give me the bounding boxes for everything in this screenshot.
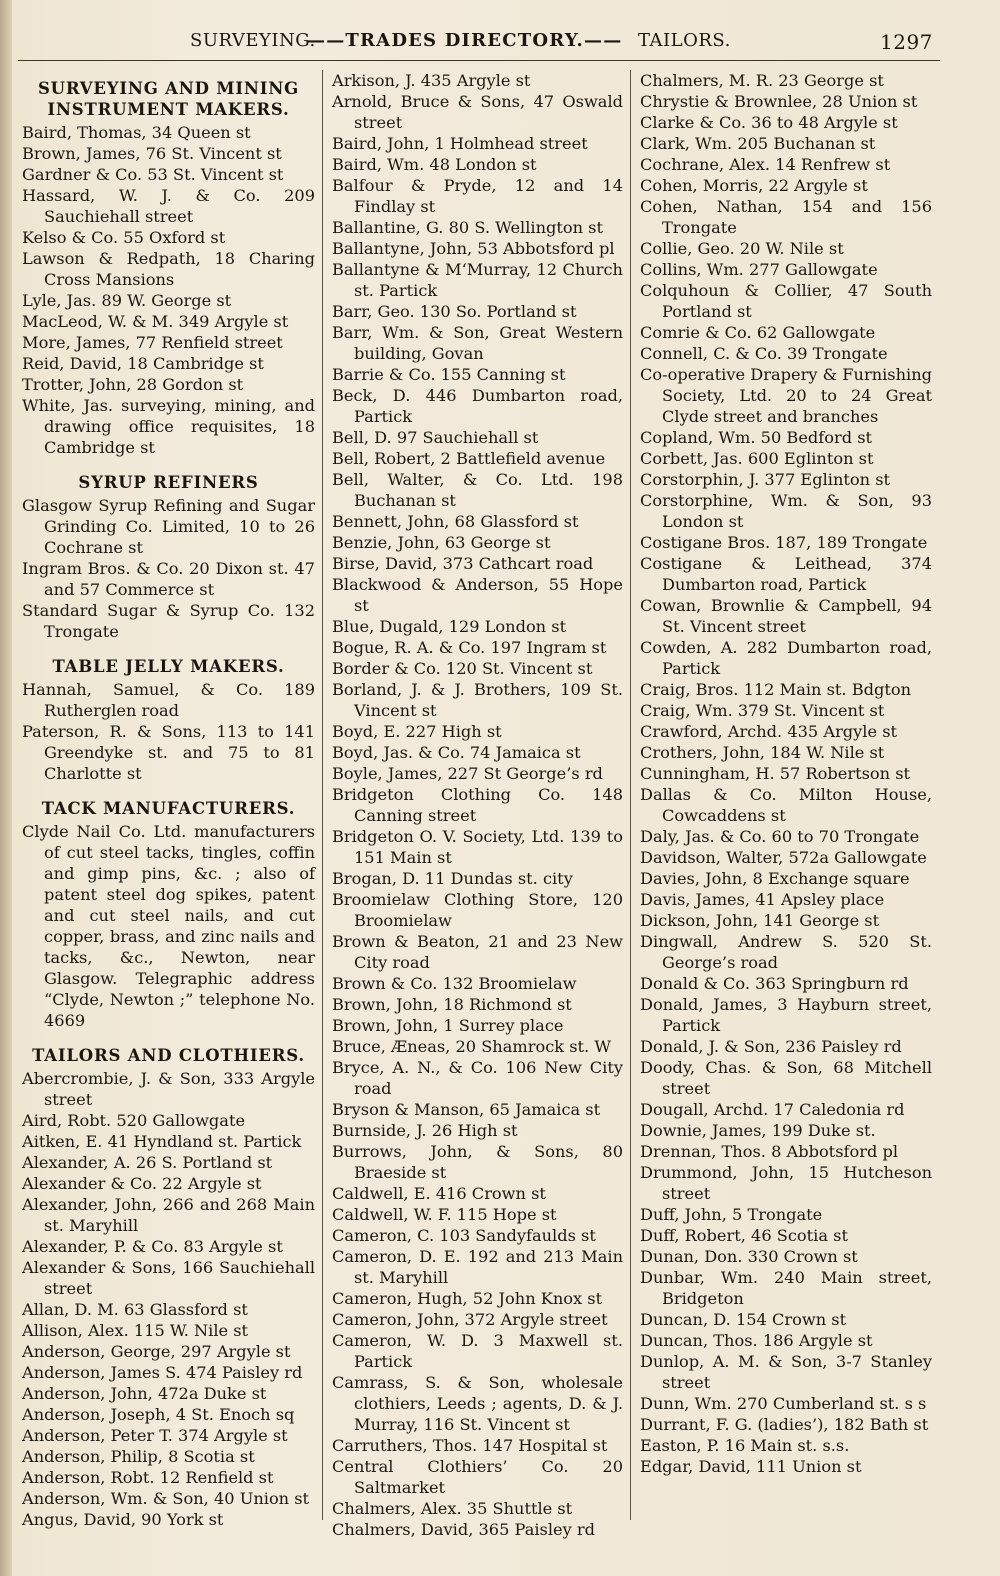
directory-entry: Cameron, C. 103 Sandyfaulds st (332, 1226, 596, 1245)
directory-entry: White, Jas. surveying, mining, and drawing office requisites, 18 Cambridge st (22, 396, 315, 457)
directory-entry: Dunlop, A. M. & Son, 3-7 Stanley street (640, 1352, 932, 1392)
directory-entry: Copland, Wm. 50 Bedford st (640, 428, 873, 447)
directory-entry: Ballantyne, John, 53 Abbotsford pl (332, 239, 615, 258)
directory-entry: Standard Sugar & Syrup Co. 132 Trongate (22, 601, 315, 641)
directory-entry: Anderson, George, 297 Argyle st (22, 1342, 291, 1361)
directory-entry: Bell, Walter, & Co. Ltd. 198 Buchanan st (332, 470, 623, 510)
directory-entry: Alexander, John, 266 and 268 Main st. Maryhill (22, 1195, 315, 1235)
directory-entry: Bogue, R. A. & Co. 197 Ingram st (332, 638, 607, 657)
directory-entry: Cameron, John, 372 Argyle street (332, 1310, 608, 1329)
directory-entry: Duncan, D. 154 Crown st (640, 1310, 847, 1329)
directory-entry: Bryson & Manson, 65 Jamaica st (332, 1100, 601, 1119)
header-rule (18, 60, 940, 61)
section-heading (22, 78, 315, 120)
directory-entry: Davis, James, 41 Apsley place (640, 890, 885, 909)
directory-entry: Bridgeton O. V. Society, Ltd. 139 to 151 Main st (332, 827, 623, 867)
directory-entry: Allan, D. M. 63 Glassford st (22, 1300, 248, 1319)
directory-entry: Chalmers, David, 365 Paisley rd (332, 1520, 595, 1539)
directory-entry: Lawson & Redpath, 18 Charing Cross Mansions (22, 249, 315, 289)
directory-entry: Beck, D. 446 Dumbarton road, Partick (332, 386, 623, 426)
directory-entry: Ballantine, G. 80 S. Wellington st (332, 218, 603, 237)
directory-entry: Downie, James, 199 Duke st. (640, 1121, 876, 1140)
directory-entry: Duff, John, 5 Trongate (640, 1205, 823, 1224)
directory-entry: Abercrombie, J. & Son, 333 Argyle street (22, 1069, 315, 1109)
directory-entry: Durrant, F. G. (ladies’), 182 Bath st (640, 1415, 929, 1434)
directory-entry: Craig, Bros. 112 Main st. Bdgton (640, 680, 911, 699)
directory-entry: Alexander & Sons, 166 Sauchiehall street (22, 1258, 315, 1298)
directory-entry: Arnold, Bruce & Sons, 47 Oswald street (332, 92, 623, 132)
directory-entry: Costigane & Leithead, 374 Dumbarton road, Partick (640, 554, 932, 594)
directory-entry: Brown & Beaton, 21 and 23 New City road (332, 932, 623, 972)
running-head-right: TAILORS. (638, 30, 731, 51)
directory-entry: Angus, David, 90 York st (22, 1510, 224, 1529)
directory-entry: Glasgow Syrup Refining and Sugar Grinding Co. Limited, 10 to 26 Cochrane st (22, 496, 315, 557)
directory-entry: Drennan, Thos. 8 Abbotsford pl (640, 1142, 899, 1161)
directory-entry: Cameron, Hugh, 52 John Knox st (332, 1289, 603, 1308)
directory-entry: Allison, Alex. 115 W. Nile st (22, 1321, 249, 1340)
section-heading-line: TABLE JELLY MAKERS. (52, 657, 285, 676)
directory-entry: Davidson, Walter, 572a Gallowgate (640, 848, 927, 867)
directory-entry: Cowan, Brownlie & Campbell, 94 St. Vincent street (640, 596, 932, 636)
directory-entry: Cunningham, H. 57 Robertson st (640, 764, 911, 783)
directory-entry: Donald & Co. 363 Springburn rd (640, 974, 909, 993)
directory-entry: Caldwell, E. 416 Crown st (332, 1184, 546, 1203)
directory-entry: Camrass, S. & Son, wholesale clothiers, Leeds ; agents, D. & J. Murray, 116 St. Vincent st (332, 1373, 623, 1434)
column-1 (22, 70, 315, 1530)
directory-entry: Comrie & Co. 62 Gallowgate (640, 323, 876, 342)
directory-entry: Boyd, E. 227 High st (332, 722, 502, 741)
directory-entry: Easton, P. 16 Main st. s.s. (640, 1436, 850, 1455)
directory-entry: Arkison, J. 435 Argyle st (332, 71, 531, 90)
column-divider (322, 70, 323, 1520)
directory-entry: Donald, J. & Son, 236 Paisley rd (640, 1037, 902, 1056)
directory-entry: Kelso & Co. 55 Oxford st (22, 228, 226, 247)
directory-entry: Baird, Thomas, 34 Queen st (22, 123, 251, 142)
directory-entry: Crawford, Archd. 435 Argyle st (640, 722, 898, 741)
directory-entry: Craig, Wm. 379 St. Vincent st (640, 701, 885, 720)
directory-entry: Anderson, Peter T. 374 Argyle st (22, 1426, 288, 1445)
directory-entry: Blackwood & Anderson, 55 Hope st (332, 575, 623, 615)
section-heading-line: TACK MANUFACTURERS. (41, 799, 296, 818)
directory-entry: Dickson, John, 141 George st (640, 911, 880, 930)
directory-entry: Boyd, Jas. & Co. 74 Jamaica st (332, 743, 581, 762)
directory-entry: Caldwell, W. F. 115 Hope st (332, 1205, 557, 1224)
directory-entry: Chalmers, M. R. 23 George st (640, 71, 884, 90)
directory-entry: Edgar, David, 111 Union st (640, 1457, 862, 1476)
directory-entry: Boyle, James, 227 St George’s rd (332, 764, 603, 783)
directory-entry: Duncan, Thos. 186 Argyle st (640, 1331, 873, 1350)
directory-entry: Hassard, W. J. & Co. 209 Sauchiehall street (22, 186, 315, 226)
directory-entry: Corstorphin, J. 377 Eglinton st (640, 470, 891, 489)
directory-entry: Anderson, Philip, 8 Scotia st (22, 1447, 255, 1466)
directory-entry: Reid, David, 18 Cambridge st (22, 354, 264, 373)
directory-entry: Aird, Robt. 520 Gallowgate (22, 1111, 246, 1130)
directory-entry: Ingram Bros. & Co. 20 Dixon st. 47 and 57 Commerce st (22, 559, 315, 599)
directory-entry: Baird, John, 1 Holmhead street (332, 134, 588, 153)
directory-entry: MacLeod, W. & M. 349 Argyle st (22, 312, 289, 331)
directory-entry: Chrystie & Brownlee, 28 Union st (640, 92, 918, 111)
directory-entry: Paterson, R. & Sons, 113 to 141 Greendyke st. and 75 to 81 Charlotte st (22, 722, 315, 783)
directory-entry: Dallas & Co. Milton House, Cowcaddens st (640, 785, 932, 825)
directory-entry: Dunbar, Wm. 240 Main street, Bridgeton (640, 1268, 932, 1308)
book-spine-shadow (0, 0, 12, 1576)
directory-entry: Crothers, John, 184 W. Nile st (640, 743, 885, 762)
directory-entry: Barr, Wm. & Son, Great Western building, Govan (332, 323, 623, 363)
section-heading (22, 472, 315, 493)
page-number: 1297 (880, 30, 933, 54)
directory-entry: Ballantyne & M‘Murray, 12 Church st. Partick (332, 260, 623, 300)
directory-entry: Donald, James, 3 Hayburn street, Partick (640, 995, 932, 1035)
directory-entry: Barr, Geo. 130 So. Portland st (332, 302, 577, 321)
column-divider (630, 70, 631, 1520)
running-head (190, 30, 940, 56)
directory-entry: Bell, D. 97 Sauchiehall st (332, 428, 539, 447)
directory-entry: Colquhoun & Collier, 47 South Portland st (640, 281, 932, 321)
directory-entry: Anderson, Wm. & Son, 40 Union st (22, 1489, 310, 1508)
directory-entry: Blue, Dugald, 129 London st (332, 617, 567, 636)
directory-entry: Bruce, Æneas, 20 Shamrock st. W (332, 1037, 611, 1056)
directory-entry: Hannah, Samuel, & Co. 189 Rutherglen road (22, 680, 315, 720)
directory-entry: Cochrane, Alex. 14 Renfrew st (640, 155, 891, 174)
directory-entry: Burnside, J. 26 High st (332, 1121, 518, 1140)
directory-entry: Corbett, Jas. 600 Eglinton st (640, 449, 874, 468)
column-3 (640, 70, 932, 1477)
directory-entry: Borland, J. & J. Brothers, 109 St. Vincent st (332, 680, 623, 720)
section-heading (22, 1045, 315, 1066)
directory-entry: Doody, Chas. & Son, 68 Mitchell street (640, 1058, 932, 1098)
directory-entry: Lyle, Jas. 89 W. George st (22, 291, 232, 310)
directory-entry: Corstorphine, Wm. & Son, 93 London st (640, 491, 932, 531)
directory-entry: Dunan, Don. 330 Crown st (640, 1247, 858, 1266)
directory-entry: Anderson, James S. 474 Paisley rd (22, 1363, 303, 1382)
directory-entry: Chalmers, Alex. 35 Shuttle st (332, 1499, 573, 1518)
directory-entry: Balfour & Pryde, 12 and 14 Findlay st (332, 176, 623, 216)
directory-entry: Clarke & Co. 36 to 48 Argyle st (640, 113, 898, 132)
directory-entry: Co-operative Drapery & Furnishing Society, Ltd. 20 to 24 Great Clyde street and branches (640, 365, 932, 426)
directory-entry: Trotter, John, 28 Gordon st (22, 375, 244, 394)
directory-entry: Alexander, A. 26 S. Portland st (22, 1153, 273, 1172)
directory-entry: Bridgeton Clothing Co. 148 Canning street (332, 785, 623, 825)
directory-entry: Cohen, Nathan, 154 and 156 Trongate (640, 197, 932, 237)
running-head-left: SURVEYING. (190, 30, 316, 51)
directory-entry: Bryce, A. N., & Co. 106 New City road (332, 1058, 623, 1098)
directory-entry: Dunn, Wm. 270 Cumberland st. s s (640, 1394, 927, 1413)
directory-entry: Davies, John, 8 Exchange square (640, 869, 910, 888)
directory-entry: Cameron, W. D. 3 Maxwell st. Partick (332, 1331, 623, 1371)
directory-entry: Gardner & Co. 53 St. Vincent st (22, 165, 284, 184)
section-heading-line: INSTRUMENT MAKERS. (47, 100, 290, 119)
directory-entry: Border & Co. 120 St. Vincent st (332, 659, 593, 678)
directory-entry: Clark, Wm. 205 Buchanan st (640, 134, 876, 153)
directory-entry: More, James, 77 Renfield street (22, 333, 283, 352)
directory-entry: Anderson, Robt. 12 Renfield st (22, 1468, 274, 1487)
directory-entry: Daly, Jas. & Co. 60 to 70 Trongate (640, 827, 920, 846)
directory-entry: Cowden, A. 282 Dumbarton road, Partick (640, 638, 932, 678)
column-2 (332, 70, 623, 1540)
directory-entry: Brown, James, 76 St. Vincent st (22, 144, 282, 163)
directory-entry: Duff, Robert, 46 Scotia st (640, 1226, 848, 1245)
directory-entry: Alexander, P. & Co. 83 Argyle st (22, 1237, 283, 1256)
directory-entry: Collie, Geo. 20 W. Nile st (640, 239, 844, 258)
directory-entry: Alexander & Co. 22 Argyle st (22, 1174, 262, 1193)
directory-entry: Burrows, John, & Sons, 80 Braeside st (332, 1142, 623, 1182)
directory-entry: Cohen, Morris, 22 Argyle st (640, 176, 868, 195)
directory-entry: Brown, John, 18 Richmond st (332, 995, 572, 1014)
directory-entry: Brown, John, 1 Surrey place (332, 1016, 564, 1035)
directory-entry: Broomielaw Clothing Store, 120 Broomielaw (332, 890, 623, 930)
directory-entry: Connell, C. & Co. 39 Trongate (640, 344, 888, 363)
running-head-center: ——TRADES DIRECTORY.—— (307, 30, 623, 51)
directory-entry: Bell, Robert, 2 Battlefield avenue (332, 449, 606, 468)
directory-entry: Brown & Co. 132 Broomielaw (332, 974, 577, 993)
directory-entry: Aitken, E. 41 Hyndland st. Partick (22, 1132, 302, 1151)
directory-entry: Benzie, John, 63 George st (332, 533, 551, 552)
directory-entry: Carruthers, Thos. 147 Hospital st (332, 1436, 608, 1455)
directory-entry: Bennett, John, 68 Glassford st (332, 512, 579, 531)
section-heading-line: SYRUP REFINERS (78, 473, 259, 492)
directory-entry: Barrie & Co. 155 Canning st (332, 365, 566, 384)
directory-entry: Dingwall, Andrew S. 520 St. George’s road (640, 932, 932, 972)
directory-entry: Baird, Wm. 48 London st (332, 155, 537, 174)
directory-entry: Central Clothiers’ Co. 20 Saltmarket (332, 1457, 623, 1497)
directory-entry: Cameron, D. E. 192 and 213 Main st. Maryhill (332, 1247, 623, 1287)
directory-entry: Anderson, Joseph, 4 St. Enoch sq (22, 1405, 295, 1424)
directory-entry: Clyde Nail Co. Ltd. manufacturers of cut steel tacks, tingles, coffin and gimp pins, &c. ; also of patent steel dog spikes, patent and cut steel nails, and cut copper, brass, and zinc nails and tacks, &c., Newton, near Glasgow. Telegraphic address “Clyde, Newton ;” telephone No. 4669 (22, 822, 315, 1030)
directory-entry: Anderson, John, 472a Duke st (22, 1384, 267, 1403)
directory-entry: Birse, David, 373 Cathcart road (332, 554, 594, 573)
directory-entry: Dougall, Archd. 17 Caledonia rd (640, 1100, 905, 1119)
section-heading (22, 798, 315, 819)
section-heading-line: SURVEYING AND MINING (37, 79, 300, 98)
directory-entry: Brogan, D. 11 Dundas st. city (332, 869, 573, 888)
directory-entry: Costigane Bros. 187, 189 Trongate (640, 533, 928, 552)
directory-entry: Drummond, John, 15 Hutcheson street (640, 1163, 932, 1203)
section-heading-line: TAILORS AND CLOTHIERS. (32, 1046, 305, 1065)
directory-entry: Collins, Wm. 277 Gallowgate (640, 260, 878, 279)
section-heading (22, 656, 315, 677)
